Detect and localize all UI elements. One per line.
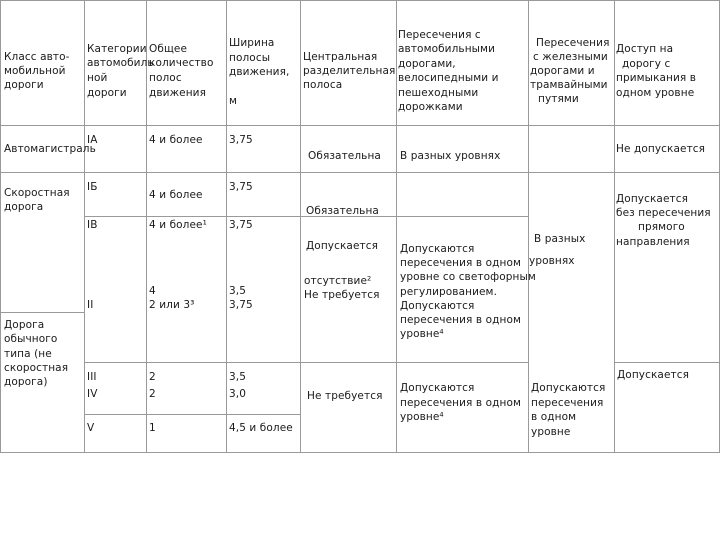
ib-road-crossings: пересечения в одном [400,257,522,269]
ib-access: Допускается [616,193,689,205]
v-width: 4,5 и более [229,422,293,434]
iii-width: 3,5 [229,371,246,383]
table-border-bottom [0,452,720,453]
header-rail-crossings: с железными [533,51,608,63]
iv-lanes: 2 [149,388,156,400]
col-divider-1 [0,0,1,452]
ii-row-divider [0,312,84,313]
header-divider [0,125,720,126]
header-rail-crossings: дорогами и [530,65,595,77]
lower-access: Допускается [617,369,690,381]
header-rail-crossings: путями [538,93,579,105]
col-divider-6 [396,0,397,452]
ii-width: 3,5 [229,285,246,297]
table-border-top [0,0,720,1]
motorway-access: Не допускается [616,143,706,155]
col-divider-2 [84,0,85,452]
header-width: Ширина [229,37,275,49]
ib-road-crossings: Допускаются [400,300,475,312]
ordinary-class: типа (не [4,348,52,360]
expressway-lanes: 4 и более [149,189,203,201]
ib-road-crossings: пересечения в одном [400,314,522,326]
iv-width: 3,0 [229,388,246,400]
ordinary-class: Дорога [4,319,45,331]
header-category: Категории [87,43,147,55]
iv-row-divider [84,414,300,415]
motorway-median: Обязательна [308,150,381,162]
header-median: разделительная [303,65,396,77]
header-road-crossings: дорогами, [398,58,456,70]
expressway-class: дорога [4,201,44,213]
header-lanes: полос [149,72,182,84]
ib-road-crossings: Допускаются [400,243,475,255]
ii-lanes: 4 [149,285,156,297]
header-lanes: количество [149,57,214,69]
ib-category: IB [87,219,98,231]
col-divider-8 [614,0,615,452]
header-lanes: движения [149,87,206,99]
header-access: примыкания в [616,72,697,84]
header-category: автомобиль [87,57,154,69]
ib-access: направления [616,236,690,248]
col-divider-4 [226,0,227,452]
col-divider-5 [300,0,301,452]
header-rail-crossings: Пересечения [536,37,610,49]
motorway-category: IA [87,134,98,146]
ii-width: 3,75 [229,299,253,311]
lower-rail-crossings: пересечения [531,397,604,409]
expressway-median: Обязательна [306,205,379,217]
header-width: движения, [229,66,290,78]
expressway-width: 3,75 [229,181,253,193]
lower-rail-crossings: уровне [531,426,571,438]
lower-rail-crossings: Допускаются [531,382,606,394]
v-lanes: 1 [149,422,156,434]
expressway-class: Скоростная [4,187,70,199]
ib-road-crossings: регулированием. [400,286,498,298]
col-divider-7 [528,0,529,452]
lower-median: Не требуется [307,390,383,402]
ib-access: прямого [638,221,685,233]
header-road-crossings: Пересечения с [398,29,481,41]
motorway-row-divider [0,172,720,173]
header-median: Центральная [303,51,378,63]
ib-access: без пересечения [616,207,711,219]
ib-rail-crossings: уровнях [529,255,575,267]
header-access: дорогу с [622,58,671,70]
header-access: одном уровне [616,87,695,99]
motorway-class: Автомагистраль [4,143,96,155]
ib-median: Допускается [306,240,379,252]
header-width: полосы [229,52,271,64]
motorway-width: 3,75 [229,134,253,146]
v-category: V [87,422,95,434]
motorway-lanes: 4 и более [149,134,203,146]
header-class: Класс авто- [4,51,70,63]
iii-row-divider [84,362,528,363]
lower-road-crossings: Допускаются [400,382,475,394]
ib-road-crossings: уровне⁴ [400,328,444,340]
header-class: дороги [4,79,44,91]
ii-median: Не требуется [304,289,380,301]
ib-lanes: 4 и более¹ [149,219,207,231]
ib-road-crossings: уровне со светофорным [400,271,536,283]
ordinary-class: дорога) [4,376,48,388]
header-class: мобильной [4,65,66,77]
iii-category: III [87,371,97,383]
iv-category: IV [87,388,98,400]
lower-road-crossings: пересечения в одном [400,397,522,409]
expressway-category: IБ [87,181,98,193]
header-road-crossings: велосипедными и [398,72,499,84]
ib-width: 3,75 [229,219,253,231]
iii-access-divider [614,362,720,363]
header-road-crossings: пешеходными [398,87,479,99]
header-width: м [229,95,238,107]
ii-lanes: 2 или 3³ [149,299,195,311]
header-lanes: Общее [149,43,188,55]
ordinary-class: обычного [4,333,58,345]
lower-rail-crossings: в одном [531,411,577,423]
header-access: Доступ на [616,43,674,55]
ii-median: отсутствие² [304,275,372,287]
header-rail-crossings: трамвайными [530,79,608,91]
ii-category: II [87,299,94,311]
header-category: дороги [87,87,127,99]
header-road-crossings: автомобильными [398,43,496,55]
ordinary-class: скоростная [4,362,69,374]
header-median: полоса [303,79,343,91]
motorway-road-crossings: В разных уровнях [400,150,501,162]
header-category: ной [87,72,108,84]
iii-lanes: 2 [149,371,156,383]
lower-road-crossings: уровне⁴ [400,411,444,423]
header-road-crossings: дорожками [398,101,463,113]
ib-rail-crossings: В разных [534,233,586,245]
